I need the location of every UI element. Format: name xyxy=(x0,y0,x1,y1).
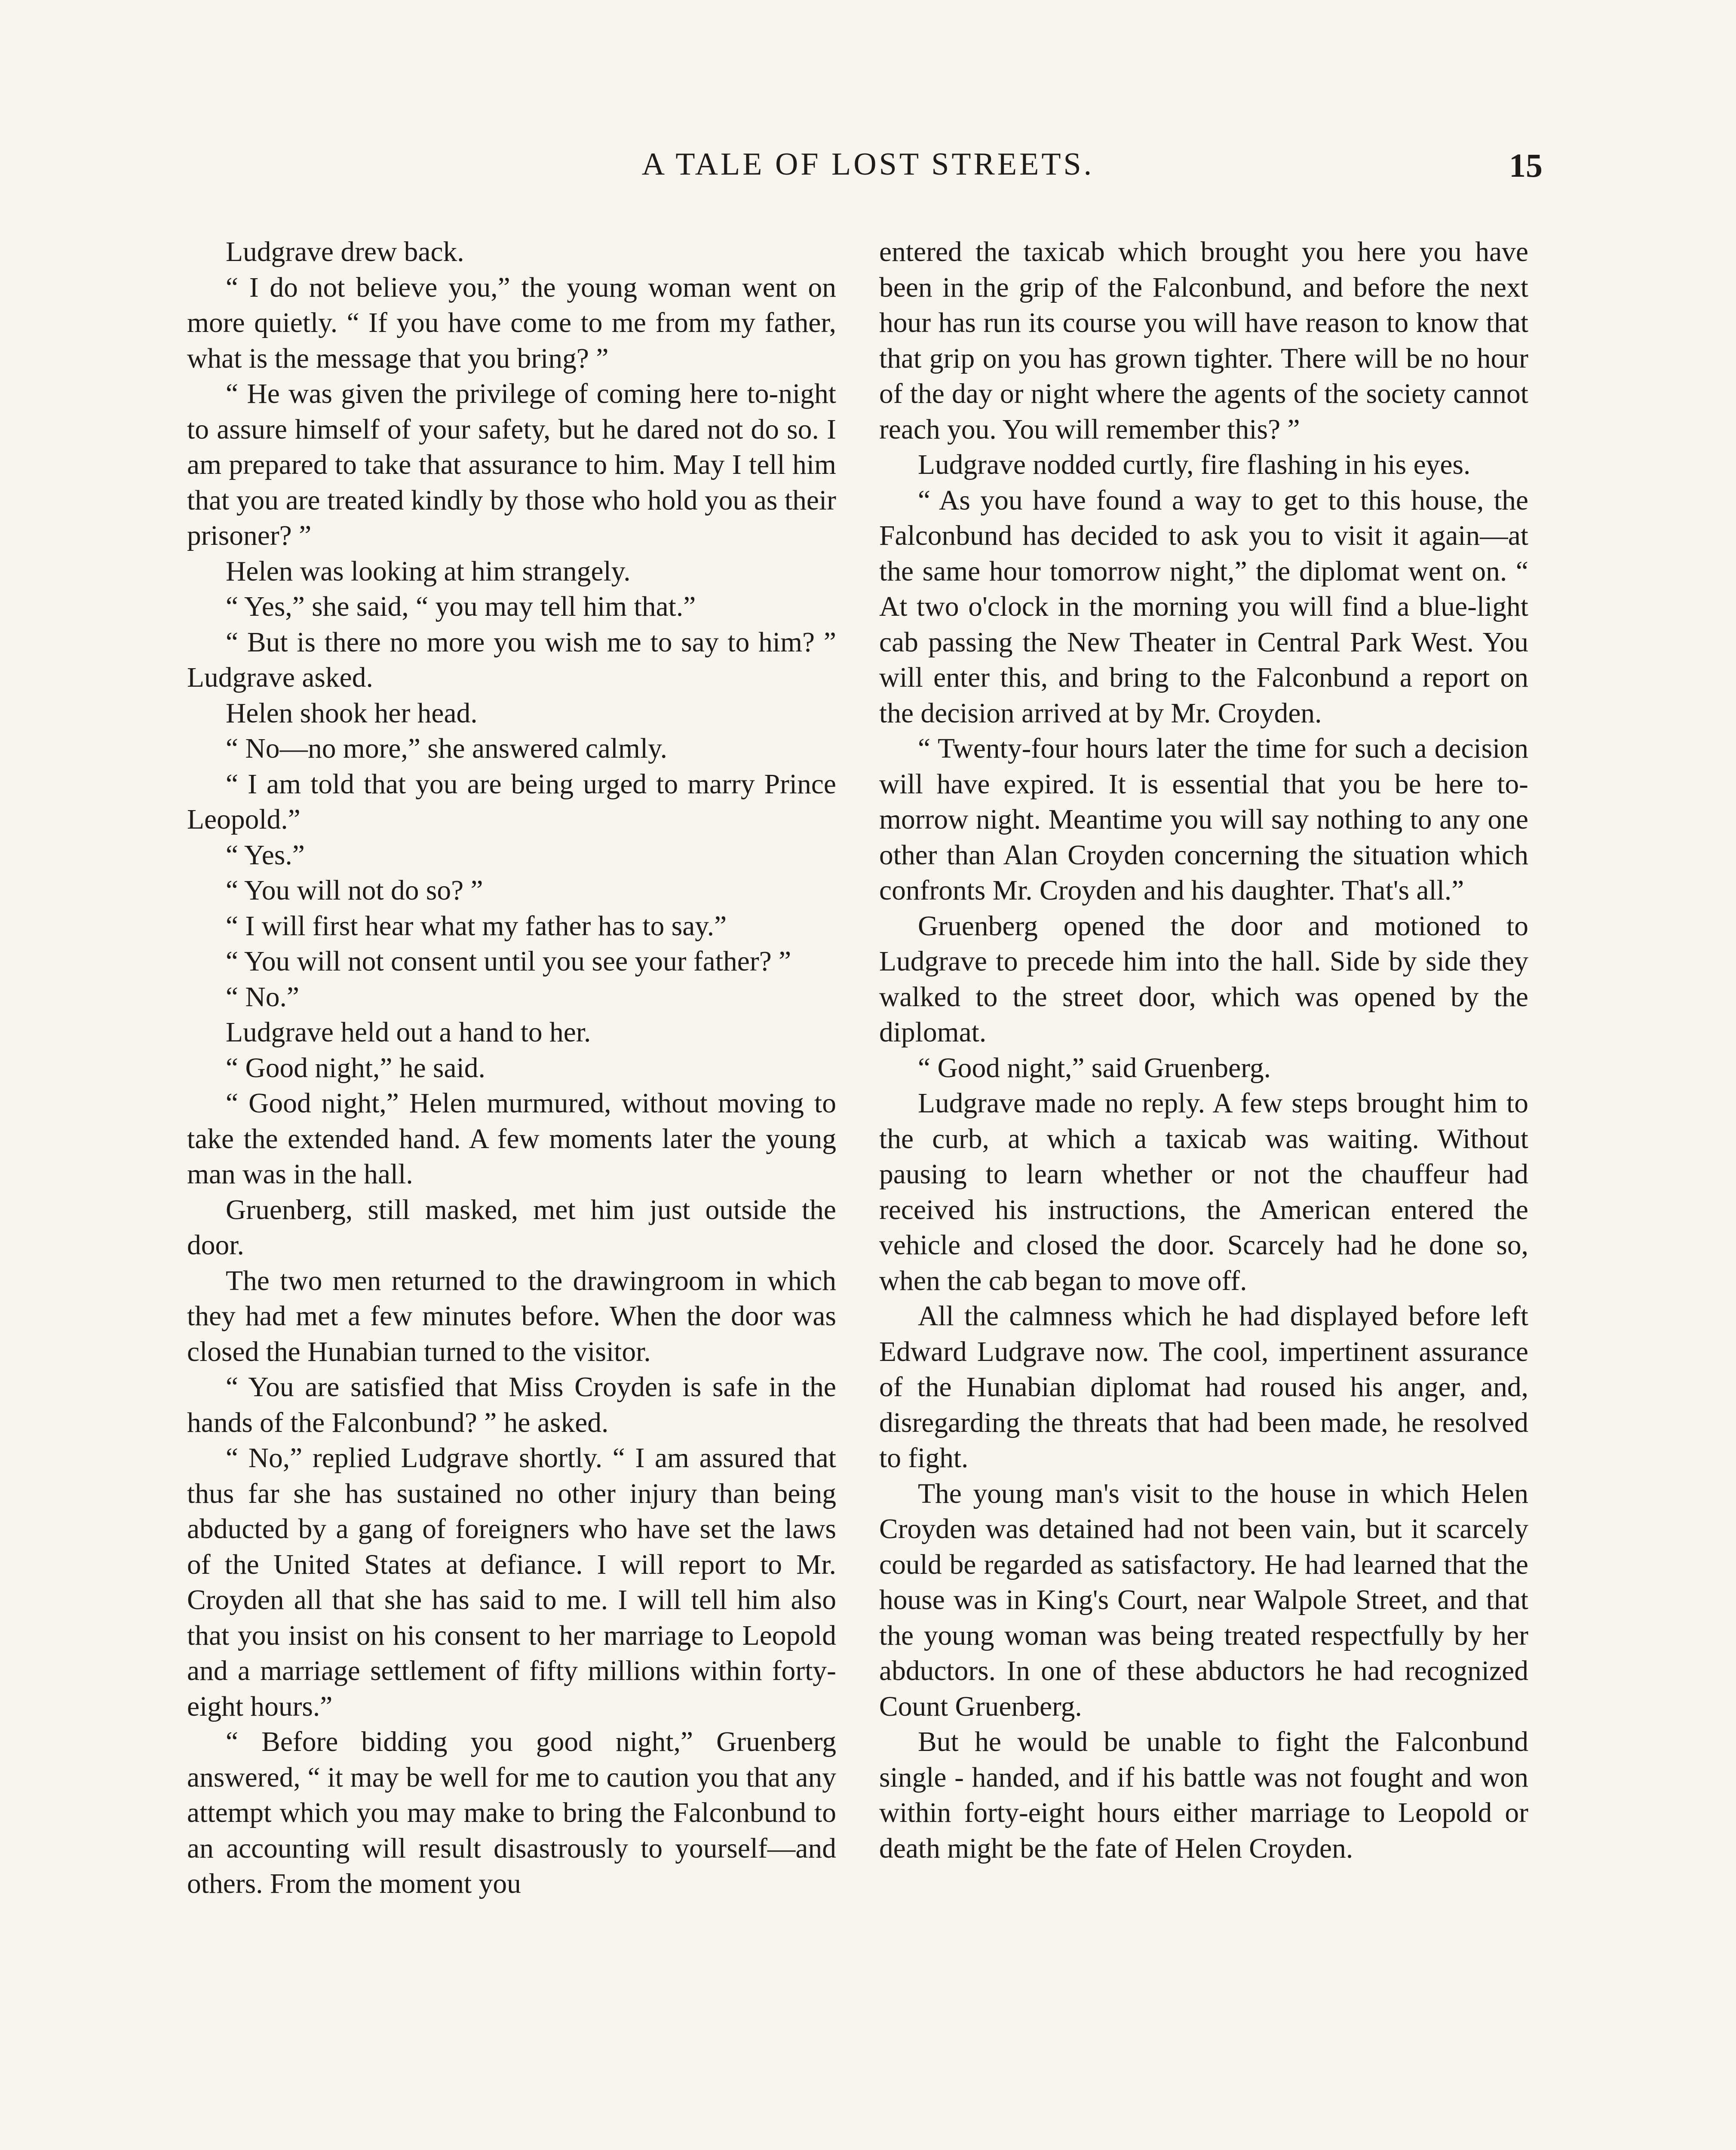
paragraph: “ He was given the privilege of coming here to-night to assure himself of your safety, but he dared not do so. I am prepared to take that assurance to him. May I tell him that you are treated kindly by those who hold you as their prisoner? ” xyxy=(187,378,836,551)
paragraph: “ As you have found a way to get to this house, the Falconbund has decided to ask you to visit it again—at the same hour tomorrow night,” the diplomat went on. “ At two o'clock in the morning you will find a blue-light cab passing the New Theater in Central Park West. You will enter this, and bring to the Falconbund a report on the decision arrived at by Mr. Croyden. xyxy=(879,485,1528,729)
paragraph: “ Good night,” said Gruenberg. xyxy=(918,1052,1271,1084)
paragraph: Gruenberg opened the door and motioned to Ludgrave to precede him into the hall. Side by side they walked to the street door, which was opened by the diplomat. xyxy=(879,910,1528,1048)
paragraph: “ Yes,” she said, “ you may tell him that.” xyxy=(226,591,696,622)
paragraph: “ I am told that you are being urged to marry Prince Leopold.” xyxy=(187,768,836,835)
paragraph: Helen was looking at him strangely. xyxy=(226,556,631,587)
paragraph: Ludgrave held out a hand to her. xyxy=(226,1017,591,1048)
paragraph: All the calmness which he had displayed before left Edward Ludgrave now. The cool, impertinent assurance of the Hunabian diplomat had roused his anger, and, disregarding the threats that had been made, he resolved to fight. xyxy=(879,1301,1528,1474)
paragraph: “ Before bidding you good night,” Gruenberg answered, “ it may be well for me to caution you that any attempt which you may make to bring the Falconbund to an accounting will result disastrously to yourself—and others. From the moment you xyxy=(187,1726,836,1899)
paragraph: “ No—no more,” she answered calmly. xyxy=(226,733,668,764)
paragraph: “ You will not do so? ” xyxy=(226,875,483,906)
paragraph: “ I will first hear what my father has to say.” xyxy=(226,910,727,942)
paragraph: But he would be unable to fight the Falconbund single - handed, and if his battle was not fought and won within forty-eight hours either marriage to Leopold or death might be the fate of Helen Croyden. xyxy=(879,1726,1528,1864)
running-title: A TALE OF LOST STREETS. xyxy=(641,147,1095,182)
paragraph: Ludgrave made no reply. A few steps brought him to the curb, at which a taxicab was waiting. Without pausing to learn whether or not the chauffeur had received his instructions, the American entered the vehicle and closed the door. Scarcely had he done so, when the cab began to move off. xyxy=(879,1088,1528,1296)
paragraph: The young man's visit to the house in which Helen Croyden was detained had not been vain, but it scarcely could be regarded as satisfactory. He had learned that the house was in King's Court, near Walpole Street, and that the young woman was being treated respectfully by her abductors. In one of these abductors he had recognized Count Gruenberg. xyxy=(879,1478,1528,1722)
paragraph: Ludgrave drew back. xyxy=(226,236,464,267)
paragraph: Gruenberg, still masked, met him just outside the door. xyxy=(187,1194,836,1261)
running-head xyxy=(0,146,1736,194)
paragraph: The two men returned to the drawingroom in which they had met a few minutes before. When the door was closed the Hunabian turned to the visitor. xyxy=(187,1265,836,1367)
right-column xyxy=(879,234,1528,1866)
paragraph: “ Good night,” Helen murmured, without moving to take the extended hand. A few moments later the young man was in the hall. xyxy=(187,1088,836,1190)
paragraph: “ I do not believe you,” the young woman went on more quietly. “ If you have come to me from my father, what is the message that you bring? ” xyxy=(187,272,836,374)
paragraph: “ No.” xyxy=(226,981,299,1013)
paragraph: “ But is there no more you wish me to say to him? ” Ludgrave asked. xyxy=(187,627,836,693)
paragraph: “ No,” replied Ludgrave shortly. “ I am assured that thus far she has sustained no other injury than being abducted by a gang of foreigners who have set the laws of the United States at defiance. I will report to Mr. Croyden all that she has said to me. I will tell him also that you insist on his consent to her marriage to Leopold and a marriage settlement of fifty millions within forty-eight hours.” xyxy=(187,1443,836,1722)
left-column xyxy=(187,234,836,1902)
paragraph: “ Good night,” he said. xyxy=(226,1052,485,1084)
paragraph: “ You are satisfied that Miss Croyden is safe in the hands of the Falconbund? ” he asked. xyxy=(187,1372,836,1438)
paragraph: “ Yes.” xyxy=(226,839,305,871)
paragraph: Ludgrave nodded curtly, fire flashing in his eyes. xyxy=(918,449,1471,480)
paragraph: “ You will not consent until you see your father? ” xyxy=(226,946,791,977)
paragraph: Helen shook her head. xyxy=(226,697,478,729)
page-number: 15 xyxy=(1509,147,1543,184)
paragraph: entered the taxicab which brought you here you have been in the grip of the Falconbund, and before the next hour has run its course you will have reason to know that that grip on you has grown tighter. There will be no hour of the day or night where the agents of the society cannot reach you. You will remember this? ” xyxy=(879,236,1528,445)
paragraph: “ Twenty-four hours later the time for such a decision will have expired. It is essential that you be here to-morrow night. Meantime you will say nothing to any one other than Alan Croyden concerning the situation which confronts Mr. Croyden and his daughter. That's all.” xyxy=(879,733,1528,906)
